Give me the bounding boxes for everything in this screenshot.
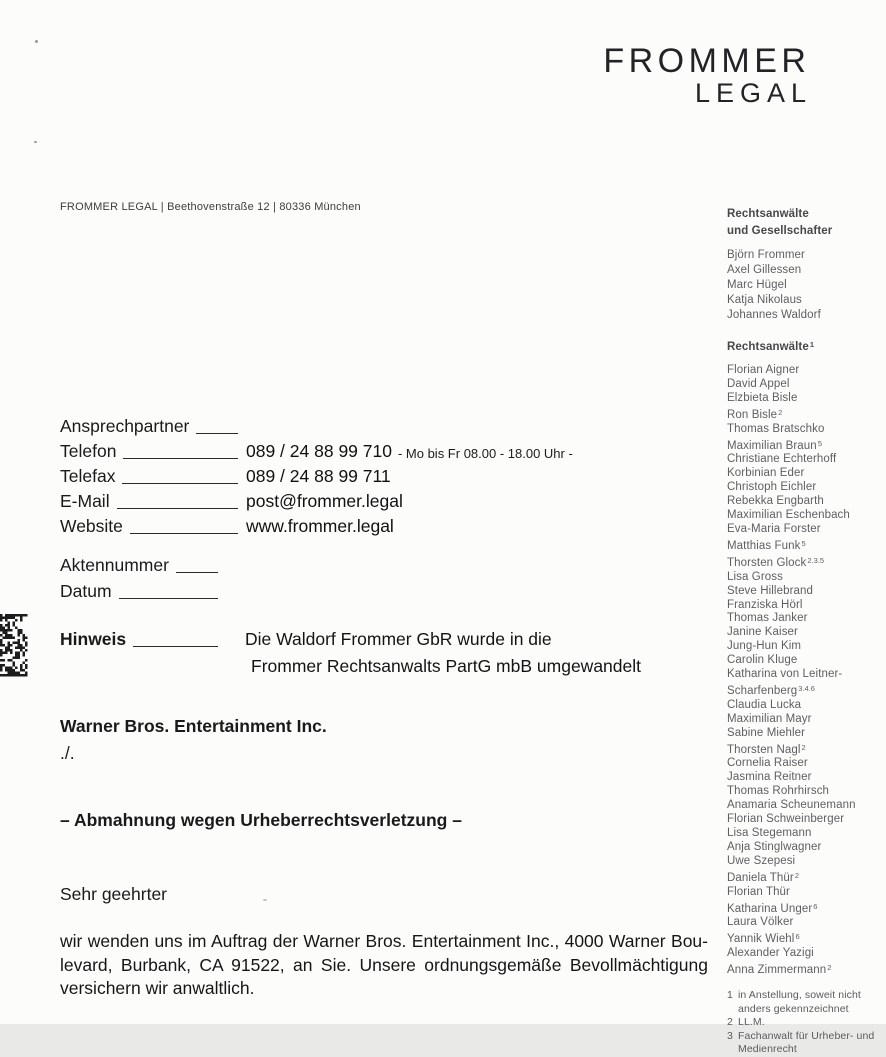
lawyers-header	[727, 336, 880, 356]
lawyer-footnote-ref: 2	[794, 870, 800, 880]
lawyer-footnote-ref: 5	[817, 438, 822, 448]
hinweis-label: Hinweis	[60, 629, 127, 649]
contact-label-wrap	[60, 462, 238, 487]
lawyer-name: Maximilian Mayr	[727, 712, 812, 725]
lawyer-name: Rebekka Engbarth	[727, 495, 824, 508]
contact-value: www.frommer.legal	[246, 516, 394, 536]
salutation: Sehr geehrter	[60, 884, 168, 904]
contact-label-wrap	[60, 512, 238, 537]
footnotes-list	[727, 989, 880, 1057]
hinweis-text	[245, 626, 641, 679]
lawyer-name: Jung-Hun Kim	[727, 640, 802, 653]
body-line: wir wenden uns im Auftrag der Warner Bros. Entertainment Inc., 4000 Warner Bou-	[60, 931, 708, 951]
partner-name: Marc Hügel	[727, 279, 787, 291]
lawyer-name: Alexander Yazigi	[727, 947, 814, 960]
footnote-text: in Anstellung, soweit nicht anders gekennzeichnet	[738, 989, 861, 1015]
partners-header-line1: Rechtsanwälte	[727, 208, 809, 220]
file-label-wrap	[60, 576, 218, 602]
lawyer-name: Thorsten Nagl$^2$	[727, 742, 806, 756]
lawyer-name: Laura Völker	[727, 916, 794, 929]
fill-in-rule	[122, 483, 238, 484]
lawyer-name: David Appel	[727, 377, 790, 390]
partners-header	[727, 206, 880, 240]
fill-in-rule	[133, 646, 218, 647]
lawyer-footnote-ref: 6	[795, 932, 800, 942]
logo-wordmark-frommer: FROMMER	[603, 42, 811, 80]
lawyer-name: Florian Thür	[727, 885, 790, 898]
contact-label: Ansprechpartner	[60, 416, 190, 436]
lawyer-name: Daniela Thür$^2$	[727, 870, 800, 884]
lawyer-name: Franziska Hörl	[727, 598, 803, 611]
contact-value: 089 / 24 88 99 711	[246, 466, 391, 486]
lawyer-name: Sabine Miehler	[727, 726, 806, 739]
partner-name: Katja Nikolaus	[727, 294, 802, 306]
partner-name: Johannes Waldorf	[727, 309, 821, 321]
contact-label: Telefon	[60, 441, 117, 461]
fill-in-rule	[119, 598, 218, 599]
fill-in-rule	[117, 508, 238, 509]
body-line: levard, Burbank, CA 91522, an Sie. Unsere ordnungsgemäße Bevollmächtigung	[60, 954, 708, 975]
partners-list	[727, 248, 880, 323]
contact-row	[60, 462, 740, 487]
body-line: versichern wir anwaltlich.	[60, 978, 255, 998]
frommer-legal-logo	[603, 42, 812, 108]
lawyer-name: Uwe Szepesi	[727, 854, 796, 867]
lawyer-name: Christiane Echterhoff	[727, 453, 837, 466]
lawyer-name: Maximilian Braun$^5$	[727, 438, 822, 452]
lawyer-name: Korbinian Eder	[727, 467, 805, 480]
lawyer-name: Maximilian Eschenbach	[727, 509, 850, 522]
logo-wordmark-legal: LEGAL	[694, 78, 812, 108]
partner-name: Axel Gillessen	[727, 264, 802, 276]
footnote-text: LL.M.	[738, 1016, 765, 1029]
lawyer-name: Katharina Unger$^6$	[727, 901, 818, 915]
lawyer-name: Thorsten Glock$^{2.3.5}$	[727, 555, 825, 569]
contact-label: Telefax	[60, 466, 116, 486]
lawyer-name: Jasmina Reitner	[727, 771, 812, 784]
footnote-row	[727, 989, 880, 1016]
lawyer-footnote-ref: 5	[801, 538, 806, 548]
contact-value: post@frommer.legal	[246, 491, 403, 511]
lawyer-footnote-ref: 6	[813, 901, 818, 911]
footnote-row	[727, 1030, 880, 1057]
contact-label-wrap	[60, 437, 238, 462]
partners-header-line2: und Gesellschafter	[727, 225, 833, 237]
lawyer-name: Katharina von Leitner-Scharfenberg$^{3.4.6}$	[727, 668, 843, 697]
lawyer-name: Thomas Janker	[727, 612, 808, 625]
lawyer-name: Janine Kaiser	[727, 626, 798, 639]
partner-name: Björn Frommer	[727, 249, 805, 261]
lawyer-name: Florian Schweinberger	[727, 813, 845, 826]
lawyer-name: Anja Stinglwagner	[727, 840, 822, 853]
versus-mark: ./.	[60, 743, 75, 763]
footnote-text: Fachanwalt für Urheber- und Medienrecht	[738, 1029, 875, 1056]
contact-row	[60, 437, 740, 462]
contact-row	[60, 487, 740, 512]
hinweis-label-wrap	[60, 626, 218, 650]
lawyer-name: Carolin Kluge	[727, 654, 798, 667]
contact-note: - Mo bis Fr 08.00 - 18.00 Uhr -	[397, 446, 573, 461]
contact-label: E-Mail	[60, 491, 110, 511]
lawyer-name: Elzbieta Bisle	[727, 391, 798, 404]
hinweis-text-line1: Die Waldorf Frommer GbR wurde in die	[245, 629, 552, 649]
lawyer-name: Thomas Rohrhirsch	[727, 785, 830, 798]
contact-label: Website	[60, 516, 123, 536]
contact-label-wrap	[60, 487, 238, 512]
lawyer-name: Claudia Lucka	[727, 698, 802, 711]
footnote-number: 3	[727, 1029, 733, 1042]
hinweis-row	[60, 626, 641, 679]
lawyer-name: Anna Zimmermann$^2$	[727, 963, 832, 977]
footnote-number: 1	[727, 989, 733, 1002]
lawyer-name: Matthias Funk$^5$	[727, 538, 806, 552]
contact-block	[60, 412, 740, 537]
lawyer-name: Florian Aigner	[727, 364, 800, 376]
file-label: Datum	[60, 581, 112, 601]
lawyers-header-footnote-ref: 1	[809, 340, 814, 349]
lawyer-name: Eva-Maria Forster	[727, 522, 821, 535]
footnote-row	[727, 1016, 880, 1030]
file-label-wrap	[60, 550, 218, 576]
fill-in-rule	[123, 458, 238, 459]
file-reference-block	[60, 550, 460, 602]
subject-line: – Abmahnung wegen Urheberrechtsverletzung –	[60, 810, 462, 830]
sender-address-line: FROMMER LEGAL | Beethovenstraße 12 | 80336 München	[60, 201, 361, 213]
lawyer-footnote-ref: 2	[801, 742, 806, 752]
lawyer-name: Ron Bisle$^2$	[727, 407, 783, 421]
lawyer-name: Lisa Gross	[727, 570, 783, 583]
contact-value: 089 / 24 88 99 710	[246, 441, 392, 461]
contact-label-wrap	[60, 412, 238, 437]
datamatrix-barcode-icon	[0, 614, 28, 678]
claimant-name: Warner Bros. Entertainment Inc.	[60, 716, 327, 736]
fill-in-rule	[196, 433, 238, 434]
lawyer-footnote-ref: 3.4.6	[798, 683, 815, 693]
lawyer-name: Thomas Bratschko	[727, 422, 825, 435]
lawyer-footnote-ref: 2	[827, 963, 832, 973]
lawyers-header-text: Rechtsanwälte	[727, 341, 809, 353]
contact-row	[60, 412, 740, 437]
hinweis-text-line2: Frommer Rechtsanwalts PartG mbB umgewandelt	[251, 655, 641, 676]
lawyers-list	[727, 364, 880, 978]
lawyer-footnote-ref: 2.3.5	[807, 555, 825, 565]
lawyer-name: Steve Hillebrand	[727, 584, 813, 597]
fill-in-rule	[130, 533, 238, 534]
lawyer-name: Lisa Stegemann	[727, 827, 812, 839]
lawyer-sidebar	[727, 206, 880, 1057]
body-paragraph	[60, 930, 708, 1001]
lawyer-name: Anamaria Scheunemann	[727, 799, 856, 812]
lawyer-footnote-ref: 2	[778, 407, 783, 417]
file-label: Aktennummer	[60, 555, 169, 575]
lawyer-name: Cornelia Raiser	[727, 757, 808, 770]
fill-in-rule	[176, 572, 218, 573]
scan-speck	[263, 899, 267, 901]
file-row	[60, 576, 460, 602]
footnote-number: 2	[727, 1016, 733, 1029]
scan-speck	[34, 141, 37, 143]
lawyer-name: Christoph Eichler	[727, 481, 817, 494]
file-row	[60, 550, 460, 576]
contact-row	[60, 512, 740, 537]
party-block	[60, 716, 327, 764]
lawyer-name: Yannik Wiehl$^6$	[727, 932, 800, 946]
scan-speck	[35, 40, 38, 43]
